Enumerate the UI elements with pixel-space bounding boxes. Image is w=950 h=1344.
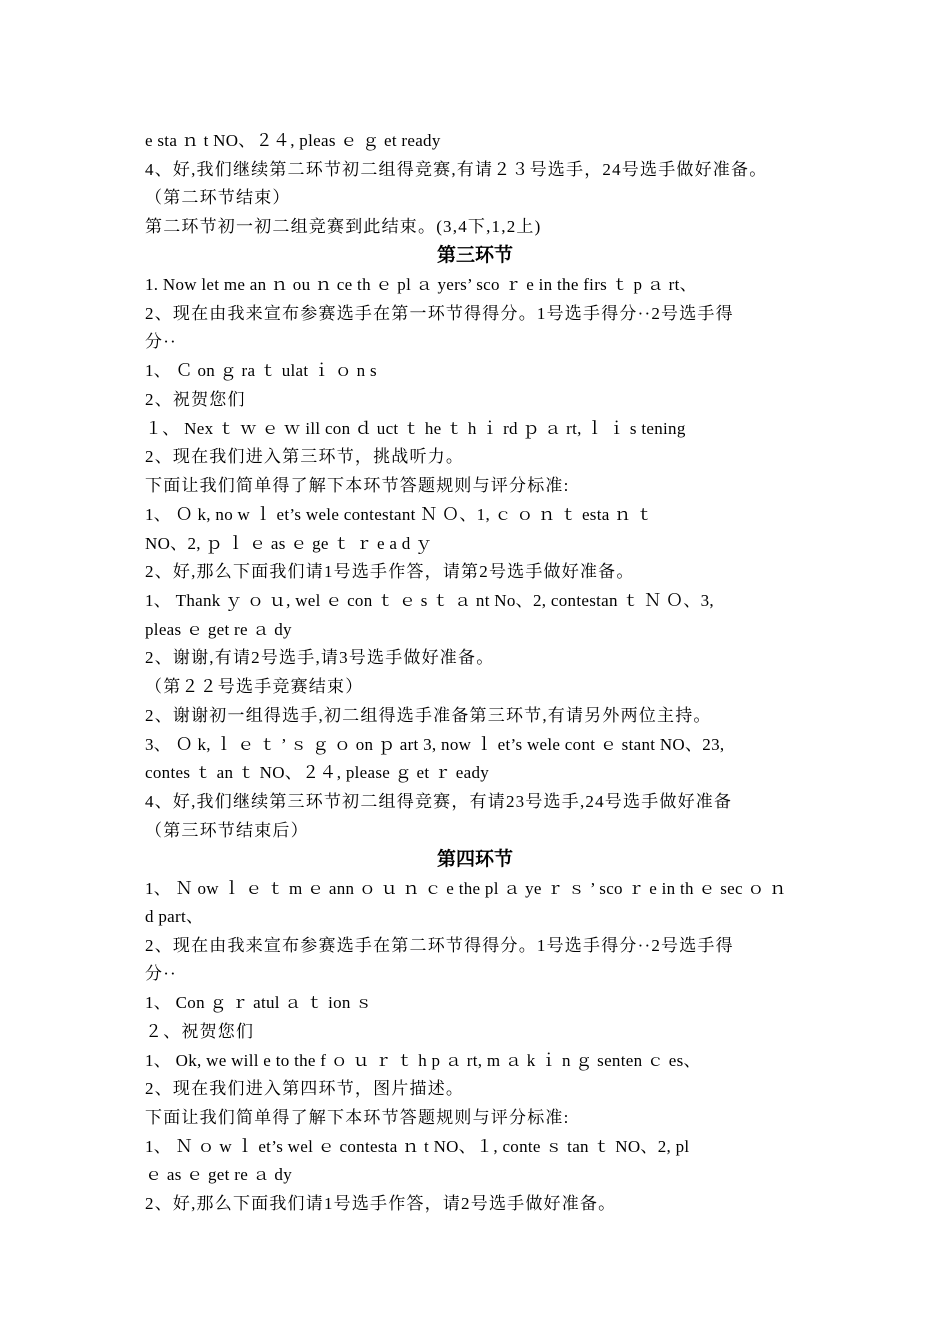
- text-line: 下面让我们简单得了解下本环节答题规则与评分标准:: [145, 1108, 570, 1127]
- text-line: 2、谢谢,有请2号选手,请3号选手做好准备。: [145, 648, 495, 667]
- text-line: 3、 Ｏ k, ｌ ｅ ｔ ’ ｓ ｇ ｏ on ｐ art 3, now ｌ et’s wele cont ｅ stant NO、23,: [145, 735, 725, 754]
- section-heading-four: 第四环节: [436, 848, 513, 870]
- text-line: 分··: [145, 964, 177, 983]
- text-line: 2、好,那么下面我们请1号选手作答，请2号选手做好准备。: [145, 1194, 617, 1213]
- text-line: 1、 Ｃ on ｇ ra ｔ ulat ｉ ｏ n s: [145, 361, 377, 380]
- text-line: 4、好,我们继续第二环节初二组得竞赛,有请２３号选手，24号选手做好准备。: [145, 160, 768, 179]
- text-line: （第三环节结束后）: [145, 821, 309, 840]
- text-line: NO、2, ｐ ｌ ｅ as ｅ ge ｔ ｒ e a d ｙ: [145, 534, 433, 553]
- text-line: （第２２号选手竞赛结束）: [145, 677, 364, 696]
- text-line: ｅ as ｅ get re ａ dy: [145, 1165, 293, 1184]
- text-line: 分··: [145, 332, 177, 351]
- text-line: d part、: [145, 907, 204, 926]
- text-line: 2、祝贺您们: [145, 390, 246, 409]
- text-line: ２、祝贺您们: [145, 1022, 255, 1041]
- section-heading-three: 第三环节: [436, 244, 513, 266]
- text-line: 第二环节初一初二组竞赛到此结束。(3,4下,1,2上): [145, 217, 542, 236]
- text-line: （第二环节结束）: [145, 188, 291, 207]
- text-line: 下面让我们简单得了解下本环节答题规则与评分标准:: [145, 476, 570, 495]
- text-line: 1. Now let me an ｎ ou ｎ ce th ｅ pl ａ yers’ sco ｒ e in the firs ｔ p ａ rt、: [145, 275, 697, 294]
- text-line: contes ｔ an ｔ NO、２４, please ｇ et ｒ eady: [145, 763, 490, 782]
- text-line: １、 Nex ｔ ｗ ｅ ｗ ill con ｄ uct ｔ he ｔ h ｉ rd ｐ ａ rt, ｌ ｉ s tening: [145, 419, 686, 438]
- text-line: 2、现在我们进入第三环节，挑战听力。: [145, 447, 465, 466]
- text-line: pleas ｅ get re ａ dy: [145, 620, 292, 639]
- text-line: 2、现在由我来宣布参赛选手在第一环节得得分。1号选手得分··2号选手得: [145, 304, 734, 323]
- text-line: 2、现在由我来宣布参赛选手在第二环节得得分。1号选手得分··2号选手得: [145, 936, 734, 955]
- text-line: 1、 Ｎ ow ｌ ｅ ｔ m ｅ ann ｏ ｕ ｎ ｃ e the pl ａ ye ｒ ｓ ’ sco ｒ e in th ｅ sec ｏ ｎ: [145, 879, 787, 898]
- text-line: 4、好,我们继续第三环节初二组得竞赛，有请23号选手,24号选手做好准备: [145, 792, 733, 811]
- text-line: 1、 Thank ｙ ｏ ｕ, wel ｅ con ｔ ｅ s ｔ ａ nt No、2, contestan ｔ Ｎ Ｏ、3,: [145, 591, 714, 610]
- text-line: 2、好,那么下面我们请1号选手作答，请第2号选手做好准备。: [145, 562, 635, 581]
- text-line: 1、 Ｎ ｏ w ｌ et’s wel ｅ contesta ｎ t NO、１, conte ｓ tan ｔ NO、2, pl: [145, 1137, 690, 1156]
- text-line: 1、 Ｏ k, no w ｌ et’s wele contestant Ｎ Ｏ、1, ｃ ｏ ｎ ｔ esta ｎ ｔ: [145, 505, 654, 524]
- text-line: 2、现在我们进入第四环节，图片描述。: [145, 1079, 465, 1098]
- text-line: 1、 Ok, we will e to the f ｏ ｕ ｒ ｔ h p ａ rt, m ａ k ｉ n ｇ senten ｃ es、: [145, 1051, 701, 1070]
- text-line: 1、 Con ｇ ｒ atul ａ ｔ ion ｓ: [145, 993, 373, 1012]
- text-line: e sta ｎ t NO、２４, pleas ｅ ｇ et ready: [145, 131, 441, 150]
- text-line: 2、谢谢初一组得选手,初二组得选手准备第三环节,有请另外两位主持。: [145, 706, 712, 725]
